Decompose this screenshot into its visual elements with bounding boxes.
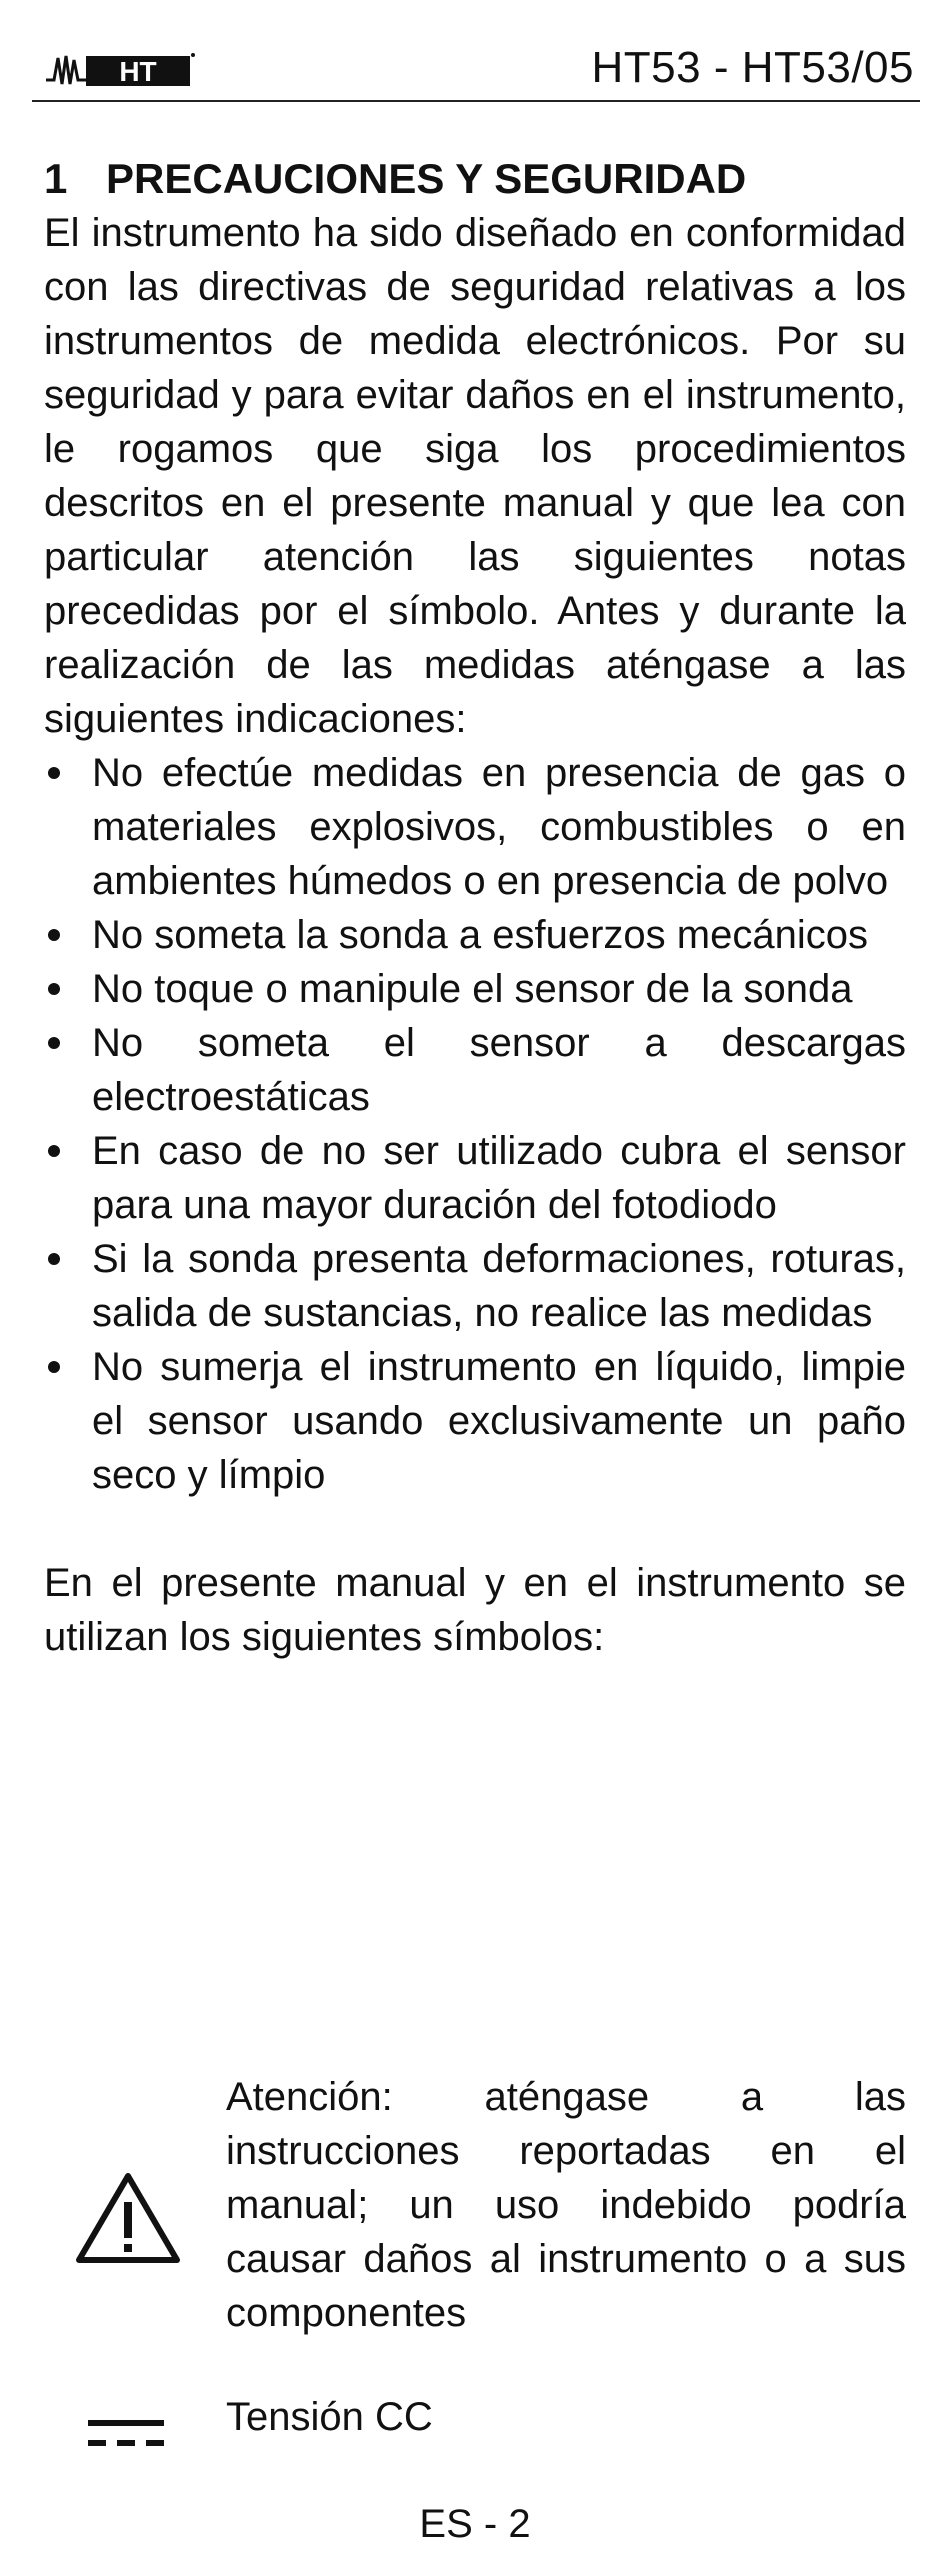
bullet-icon: [48, 1145, 60, 1157]
precautions-list: [44, 746, 906, 1502]
section-content: [44, 152, 906, 1664]
page-number: ES - 2: [419, 2502, 531, 2546]
list-item: No sumerja el instrumento en líquido, limpie el sensor usando exclusivamente un paño seco y límpio: [44, 1340, 906, 1502]
bullet-icon: [48, 929, 60, 941]
bullet-icon: [48, 983, 60, 995]
section-title-text: PRECAUCIONES Y SEGURIDAD: [106, 155, 747, 202]
section-title: [44, 152, 906, 206]
symbol-dc-text: Tensión CC: [226, 2395, 433, 2439]
dc-voltage-icon: [88, 2416, 168, 2450]
intro-paragraph: El instrumento ha sido diseñado en conformidad con las directivas de seguridad relativas a los instrumentos de medida electrónicos. Por su seguridad y para evitar daños en el instrumento, le rogamos que siga los procedimientos descritos en el presente manual y que lea con particular atención las siguientes notas precedidas por el símbolo. Antes y durante la realización de las medidas aténgase a las siguientes indicaciones:: [44, 211, 906, 741]
symbol-warning-row: [44, 2070, 906, 2350]
list-item: Si la sonda presenta deformaciones, roturas, salida de sustancias, no realice las medidas: [44, 1232, 906, 1340]
list-item: En caso de no ser utilizado cubra el sensor para una mayor duración del fotodiodo: [44, 1124, 906, 1232]
symbols-intro: En el presente manual y en el instrumento se utilizan los siguientes símbolos:: [44, 1561, 906, 1659]
page-header: [32, 40, 920, 102]
bullet-icon: [48, 1253, 60, 1265]
symbol-warning-text: Atención: aténgase a las instrucciones reportadas en el manual; un uso indebido podría causar daños al instrumento o a sus componentes: [226, 2075, 906, 2335]
list-item: No efectúe medidas en presencia de gas o materiales explosivos, combustibles o en ambientes húmedos o en presencia de polvo: [44, 746, 906, 908]
list-item: No someta el sensor a descargas electroestáticas: [44, 1016, 906, 1124]
symbol-dc-row: [44, 2390, 906, 2460]
warning-triangle-icon: [74, 2170, 182, 2266]
document-code: HT53 - HT53/05: [591, 43, 914, 92]
list-item: No toque o manipule el sensor de la sonda: [44, 962, 906, 1016]
ht-logo: [46, 50, 196, 90]
bullet-icon: [48, 1037, 60, 1049]
bullet-icon: [48, 1361, 60, 1373]
logo-text: HT: [119, 56, 157, 87]
bullet-icon: [48, 767, 60, 779]
list-item: No someta la sonda a esfuerzos mecánicos: [44, 908, 906, 962]
section-number: 1: [44, 155, 68, 202]
